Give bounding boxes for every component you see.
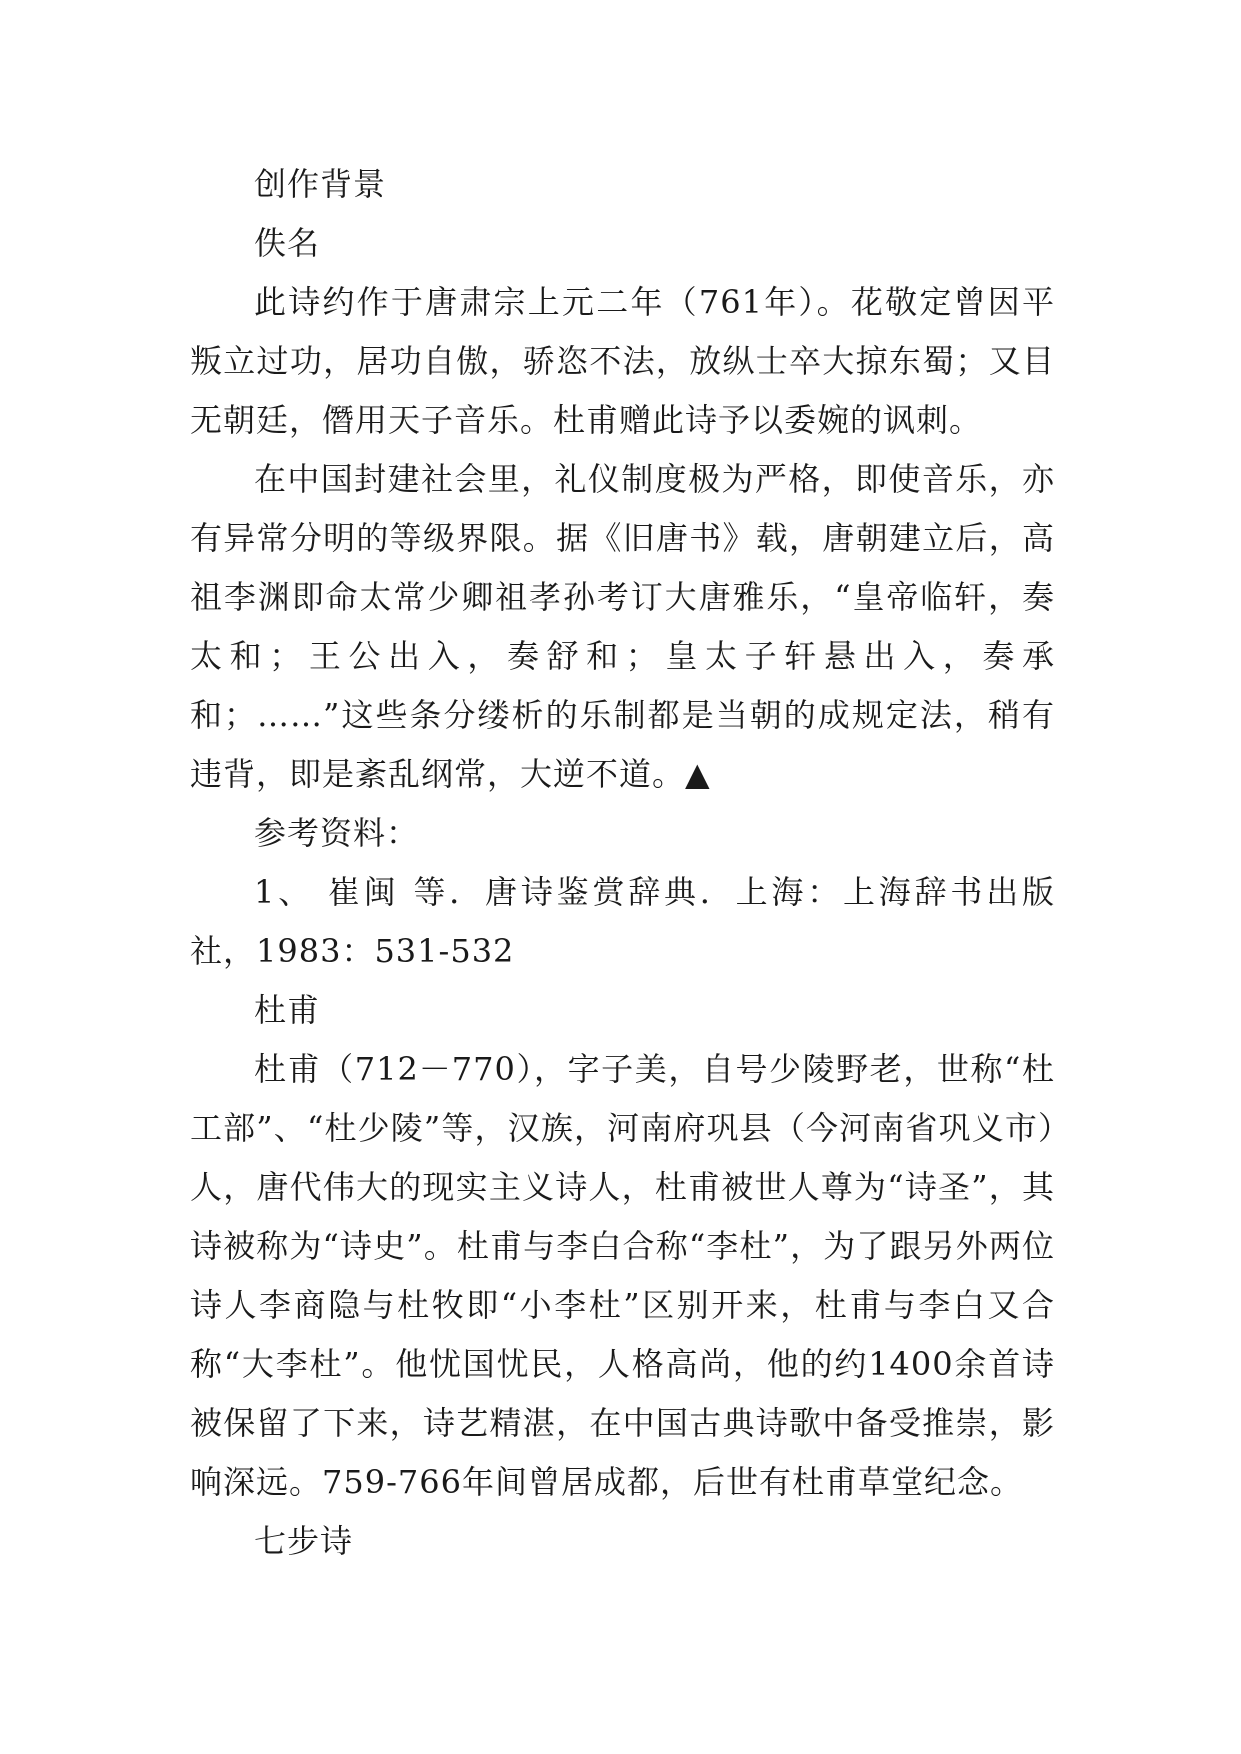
heading-creation-background: 创作背景	[254, 165, 387, 203]
background-paragraph-2: 在中国封建社会里，礼仪制度极为严格，即使音乐，亦有异常分明的等级界限。据《旧唐书》载，唐朝建立后，高祖李渊即命太常少卿祖孝孙考订大唐雅乐，“皇帝临轩，奏太和；王公出入，奏舒和；皇太子轩悬出入，奏承和；……”这些条分缕析的乐制都是当朝的成规定法，稍有违背，即是紊乱纲常，大逆不道。▲	[190, 460, 1055, 793]
references-heading: 参考资料：	[254, 814, 420, 852]
reference-item-1: 1、 崔闽 等．唐诗鉴赏辞典．上海：上海辞书出版社，1983：531-532	[190, 873, 1055, 970]
background-paragraph-1: 此诗约作于唐肃宗上元二年（761年）。花敬定曾因平叛立过功，居功自傲，骄恣不法，放纵士卒大掠东蜀；又目无朝廷，僭用天子音乐。杜甫赠此诗予以委婉的讽刺。	[190, 283, 1055, 439]
document-body	[190, 155, 1055, 1571]
heading-seven-step-poem: 七步诗	[254, 1522, 354, 1560]
du-fu-biography: 杜甫（712－770），字子美，自号少陵野老，世称“杜工部”、“杜少陵”等，汉族，河南府巩县（今河南省巩义市）人，唐代伟大的现实主义诗人，杜甫被世人尊为“诗圣”，其诗被称为“诗史”。杜甫与李白合称“李杜”，为了跟另外两位诗人李商隐与杜牧即“小李杜”区别开来，杜甫与李白又合称“大李杜”。他忧国忧民，人格高尚，他的约1400余首诗被保留了下来，诗艺精湛，在中国古典诗歌中备受推崇，影响深远。759-766年间曾居成都，后世有杜甫草堂纪念。	[190, 1050, 1055, 1501]
heading-du-fu: 杜甫	[254, 991, 321, 1029]
author-anonymous: 佚名	[254, 224, 321, 262]
